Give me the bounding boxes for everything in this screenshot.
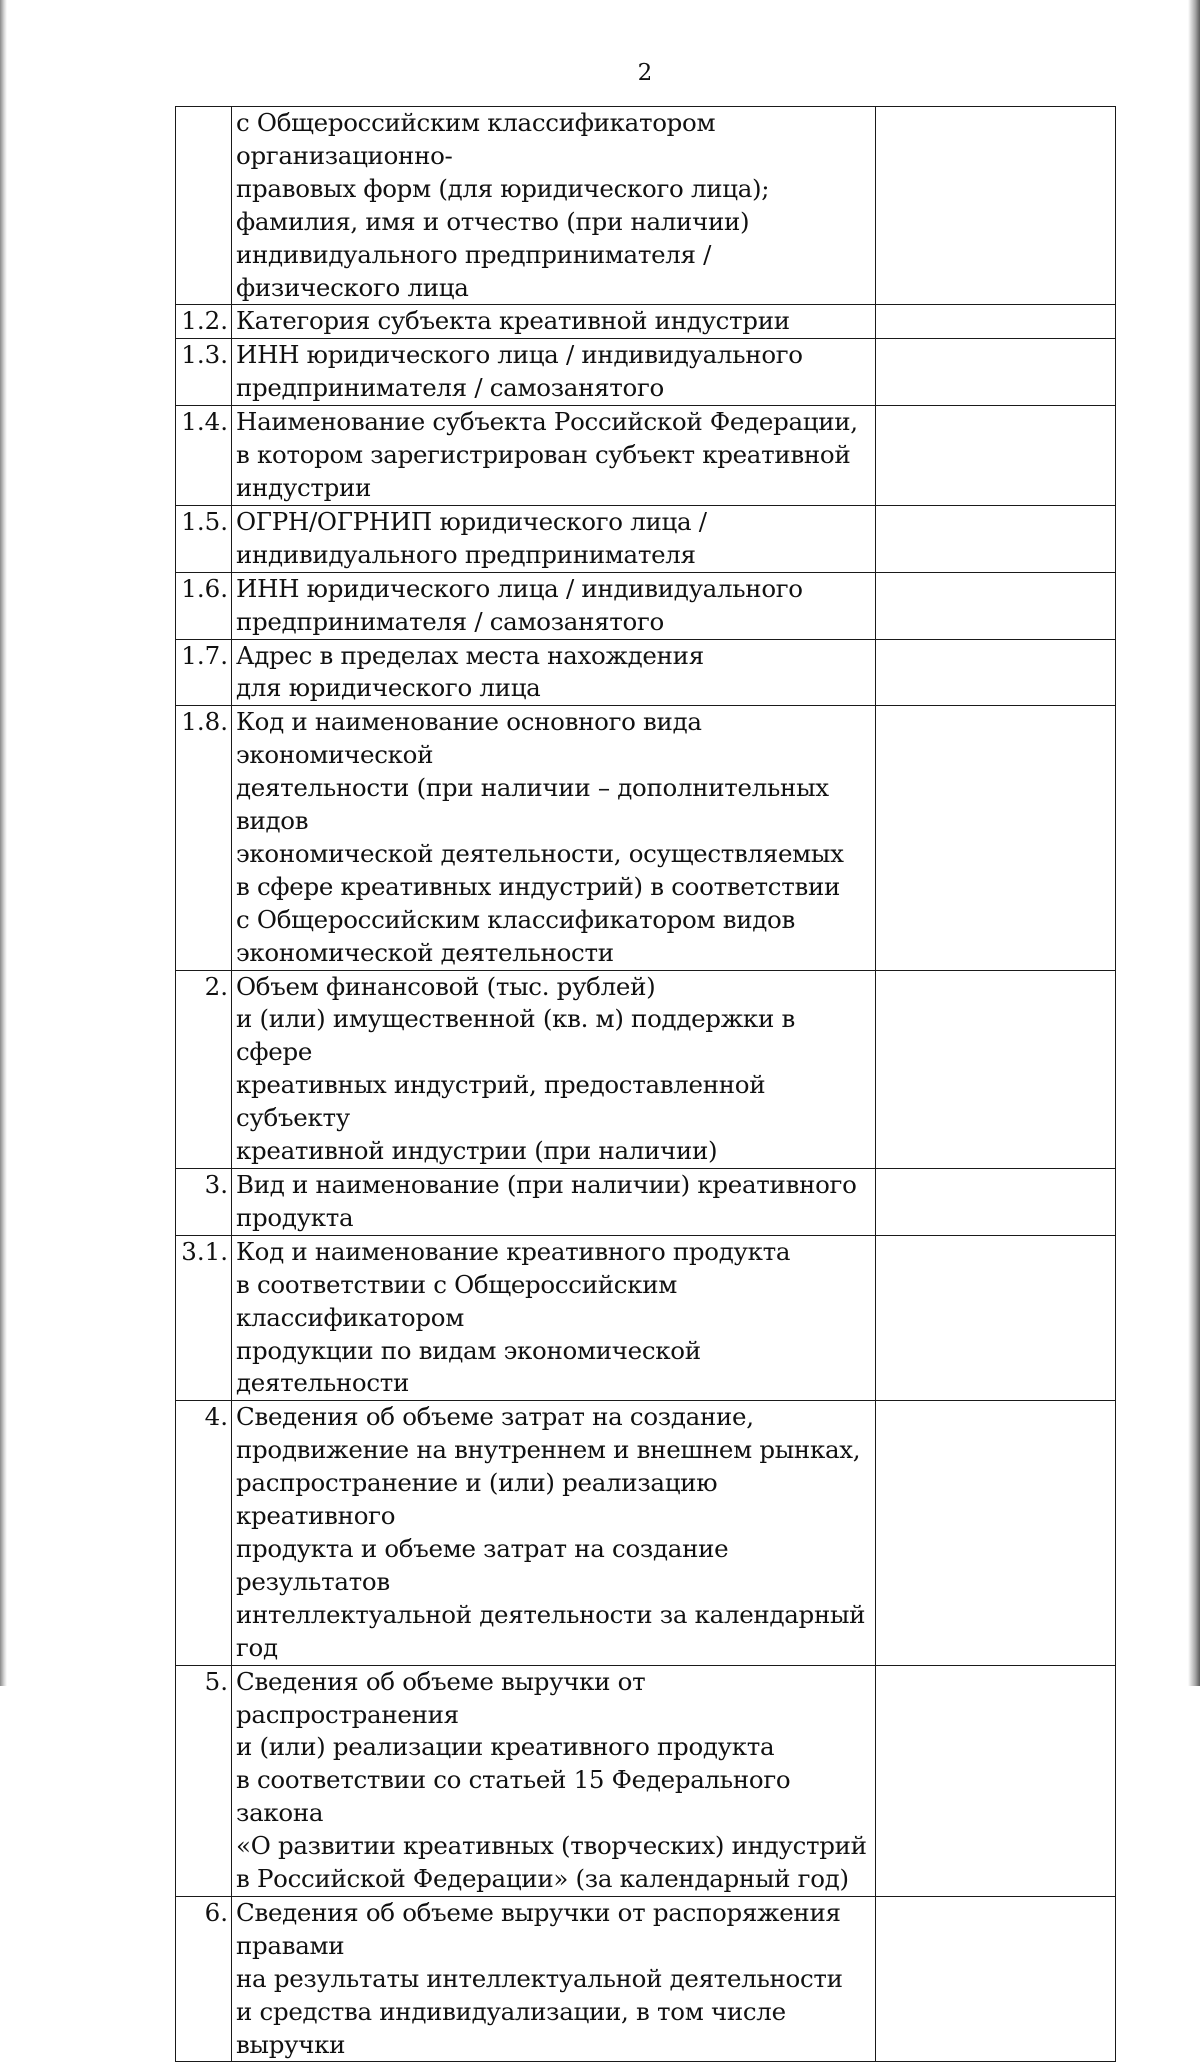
row-value-cell bbox=[876, 572, 1116, 639]
table-row bbox=[176, 639, 1116, 706]
row-value-cell bbox=[876, 406, 1116, 506]
row-value-cell bbox=[876, 970, 1116, 1168]
row-description: ИНН юридического лица / индивидуального предпринимателя / самозанятого bbox=[232, 572, 876, 639]
row-number: 1.4. bbox=[176, 406, 232, 506]
row-value-cell bbox=[876, 305, 1116, 339]
row-number: 1.2. bbox=[176, 305, 232, 339]
scan-edge-right bbox=[1188, 0, 1200, 1686]
table-row bbox=[176, 505, 1116, 572]
row-description: Сведения об объеме выручки от распространения и (или) реализации креативного продукта в соответствии со статьей 15 Федерального закона «О развитии креативных (творческих) индустрий в Российской Федерации» (за календарный год) bbox=[232, 1665, 876, 1896]
row-number bbox=[176, 107, 232, 305]
row-description: Сведения об объеме выручки от распоряжения правами на результаты интеллектуальной деятельности и средства индивидуализации, в том числе выручки bbox=[232, 1896, 876, 2062]
row-number: 3.1. bbox=[176, 1235, 232, 1401]
row-value-cell bbox=[876, 639, 1116, 706]
row-description: Наименование субъекта Российской Федерации, в котором зарегистрирован субъект креативной индустрии bbox=[232, 406, 876, 506]
row-value-cell bbox=[876, 1235, 1116, 1401]
table-row bbox=[176, 1401, 1116, 1665]
table-row bbox=[176, 970, 1116, 1168]
table-row bbox=[176, 1235, 1116, 1401]
table-row bbox=[176, 339, 1116, 406]
table-row bbox=[176, 1665, 1116, 1896]
form-table-body bbox=[176, 107, 1116, 2062]
row-value-cell bbox=[876, 1401, 1116, 1665]
row-number: 1.3. bbox=[176, 339, 232, 406]
row-value-cell bbox=[876, 1169, 1116, 1236]
row-description: Сведения об объеме затрат на создание, продвижение на внутреннем и внешнем рынках, распространение и (или) реализацию креативного продукта и объеме затрат на создание результатов интеллектуальной деятельности за календарный год bbox=[232, 1401, 876, 1665]
row-description: ОГРН/ОГРНИП юридического лица / индивидуального предпринимателя bbox=[232, 505, 876, 572]
row-description: Адрес в пределах места нахождения для юридического лица bbox=[232, 639, 876, 706]
row-value-cell bbox=[876, 1665, 1116, 1896]
row-value-cell bbox=[876, 706, 1116, 970]
page-number: 2 bbox=[637, 60, 653, 86]
table-row bbox=[176, 107, 1116, 305]
row-number: 1.5. bbox=[176, 505, 232, 572]
form-table bbox=[175, 106, 1116, 2062]
row-description: Код и наименование основного вида экономической деятельности (при наличии – дополнительных видов экономической деятельности, осуществляемых в сфере креативных индустрий) в соответствии с Общероссийским классификатором видов экономической деятельности bbox=[232, 706, 876, 970]
row-description: Вид и наименование (при наличии) креативного продукта bbox=[232, 1169, 876, 1236]
row-number: 1.6. bbox=[176, 572, 232, 639]
row-value-cell bbox=[876, 505, 1116, 572]
row-value-cell bbox=[876, 339, 1116, 406]
table-row bbox=[176, 1169, 1116, 1236]
table-row bbox=[176, 706, 1116, 970]
row-number: 1.7. bbox=[176, 639, 232, 706]
row-number: 4. bbox=[176, 1401, 232, 1665]
row-description: Объем финансовой (тыс. рублей) и (или) имущественной (кв. м) поддержки в сфере креативных индустрий, предоставленной субъекту креативной индустрии (при наличии) bbox=[232, 970, 876, 1168]
row-description: Код и наименование креативного продукта в соответствии с Общероссийским классификатором продукции по видам экономической деятельности bbox=[232, 1235, 876, 1401]
table-row bbox=[176, 572, 1116, 639]
row-number: 1.8. bbox=[176, 706, 232, 970]
row-description: с Общероссийским классификатором организационно- правовых форм (для юридического лица); фамилия, имя и отчество (при наличии) индивидуального предпринимателя / физического лица bbox=[232, 107, 876, 305]
row-number: 6. bbox=[176, 1896, 232, 2062]
row-value-cell bbox=[876, 1896, 1116, 2062]
row-number: 5. bbox=[176, 1665, 232, 1896]
table-row bbox=[176, 406, 1116, 506]
row-number: 2. bbox=[176, 970, 232, 1168]
row-number: 3. bbox=[176, 1169, 232, 1236]
scan-edge-left bbox=[0, 0, 7, 1686]
row-description: ИНН юридического лица / индивидуального предпринимателя / самозанятого bbox=[232, 339, 876, 406]
row-value-cell bbox=[876, 107, 1116, 305]
row-description: Категория субъекта креативной индустрии bbox=[232, 305, 876, 339]
table-row bbox=[176, 305, 1116, 339]
table-row bbox=[176, 1896, 1116, 2062]
